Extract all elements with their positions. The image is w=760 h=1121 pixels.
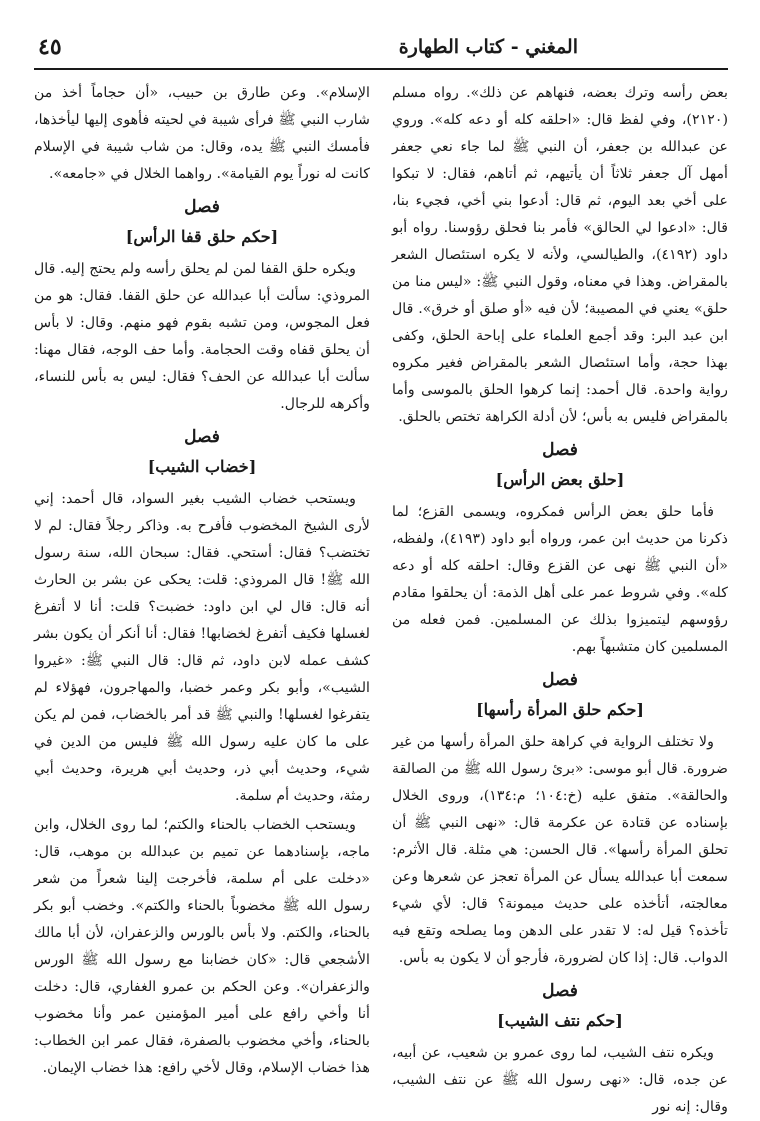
section-subtitle: [خضاب الشيب] [147,457,257,476]
paragraph: الإسلام». وعن طارق بن حبيب، «أن حجاماً أخذ من شارب النبي ﷺ فرأى شيبة في لحيته فأهوى إليها ليأخذها، فأمسك النبي ﷺ يده، وقال: من شاب شيبة في الإسلام كانت له نوراً يوم القيامة». رواهما الخلال في «جامعه». [34,85,370,182]
section-subtitle: [حكم نتف الشيب] [497,1011,623,1030]
section-heading: فصل [542,440,578,460]
running-header [34,30,728,70]
section-subtitle: [حكم حلق قفا الرأس] [125,227,279,246]
left-column [34,80,370,1087]
section-heading: فصل [542,670,578,690]
paragraph: ويستحب الخضاب بالحناء والكتم؛ لما روى الخلال، وابن ماجه، بإسنادهما عن تميم بن عبدالله بن موهب، قال: «دخلت على أم سلمة، فأخرجت إلينا شعراً من شعر رسول الله ﷺ مخضوباً بالحناء والكتم». وخضب أبو بكر بالحناء، والكتم. ولا بأس بالورس والزعفران، لأن أبا مالك الأشجعي قال: «كان خضابنا مع رسول الله ﷺ الورس والزعفران». وعن الحكم بن عمرو الغفاري، قال: دخلت أنا وأخي رافع على أمير المؤمنين عمر وأنا مخضوب بالحناء، وأخي مخضوب بالصفرة، فقال عمر ابن الخطاب: هذا خضاب الإسلام، وقال لأخي رافع: هذا خضاب الإيمان. [34,817,370,1076]
section-heading: فصل [184,427,220,447]
paragraph: ويكره حلق القفا لمن لم يحلق رأسه ولم يحتج إليه. قال المروذي: سألت أبا عبدالله عن حلق القفا. فقال: هو من فعل المجوس، ومن تشبه بقوم فهو منهم. وقال: لا بأس أن يحلق قفاه وقت الحجامة. وأما حف الوجه، فقال مهنا: سألت أبا عبدالله عن الحف؟ فقال: ليس به بأس للنساء، وأكرهه للرجال. [34,261,370,412]
section-heading: فصل [184,197,220,217]
paragraph: فأما حلق بعض الرأس فمكروه، ويسمى القزع؛ لما ذكرنا من حديث ابن عمر، ورواه أبو داود (٤١٩٣)، ولفظه، «أن النبي ﷺ نهى عن القزع وقال: احلقه كله أو دعه كله». وفي شروط عمر على أهل الذمة: أن يحلقوا مقادم رؤوسهم ليتميزوا بذلك عن المسلمين. فمن فعله من المسلمين كان متشبهاً بهم. [392,504,728,655]
running-title: المغني - كتاب الطهارة [398,36,578,58]
section-subtitle: [حلق بعض الرأس] [495,470,625,489]
paragraph: ويكره نتف الشيب، لما روى عمرو بن شعيب، عن أبيه، عن جده، قال: «نهى رسول الله ﷺ عن نتف الشيب، وقال: إنه نور [392,1045,728,1115]
section-subtitle: [حكم حلق المرأة رأسها] [476,700,644,719]
section-heading: فصل [542,981,578,1001]
paragraph: بعض رأسه وترك بعضه، فنهاهم عن ذلك». رواه مسلم (٢١٢٠)، وفي لفظ قال: «احلقه كله أو دعه كله». وروي عن عبدالله بن جعفر، أن النبي ﷺ لما جاء نعي جعفر أمهل آل جعفر ثلاثاً أن يأتيهم، ثم أتاهم، فقال: لا تبكوا على أخي بعد اليوم، ثم قال: أدعوا بني أخي، فجيء بنا، قال: «ادعوا لي الحالق» فأمر بنا فحلق رؤوسنا. رواه أبو داود (٤١٩٢)، والطيالسي، ولأنه لا يكره استئصال الشعر بالمقراض. وهذا في معناه، وقول النبي ﷺ: «ليس منا من حلق» يعني في المصيبة؛ لأن فيه «أو صلق أو خرق». قال ابن عبد البر: وقد أجمع العلماء على إباحة الحلق، وكفى بهذا حجة، وأما استئصال الشعر بالمقراض فغير مكروه رواية واحدة. قال أحمد: إنما كرهوا الحلق بالموسى وأما بالمقراض فليس به بأس؛ لأن أدلة الكراهة تختص بالحلق. [392,85,728,425]
paragraph: ولا تختلف الرواية في كراهة حلق المرأة رأسها من غير ضرورة. قال أبو موسى: «برئ رسول الله ﷺ من الصالقة والحالقة». متفق عليه (خ:١٠٤؛ م:١٣٤)، وروى الخلال بإسناده عن قتادة عن عكرمة قال: «نهى النبي ﷺ أن تحلق المرأة رأسها». قال الحسن: هي مثلة. قال الأثرم: سمعت أبا عبدالله يسأل عن المرأة تعجز عن شعرها وعن معالجته، أتأخذه على حديث ميمونة؟ قال: لأي شيء تأخذه؟ قيل له: لا تقدر على الدهن وما يصلحه وتقع فيه الدواب. قال: إذا كان لضرورة، فأرجو أن لا يكون به بأس. [392,734,728,966]
paragraph: ويستحب خضاب الشيب بغير السواد، قال أحمد: إني لأرى الشيخ المخضوب فأفرح به. وذاكر رجلاً فقال: لم لا تختضب؟ فقال: أستحي. فقال: سبحان الله، سنة رسول الله ﷺ! قال المروذي: قلت: يحكى عن بشر بن الحارث أنه قال: قال لي ابن داود: خضبت؟ قلت: أنا لا أتفرغ لغسلها فكيف أتفرغ لخضابها! فقال: أنا أنكر أن يكون بشر كشف عمله لابن داود، ثم قال: قال النبي ﷺ: «غيروا الشيب»، وأبو بكر وعمر خضبا، والمهاجرون، فهؤلاء لم يتفرغوا لغسلها! والنبي ﷺ قد أمر بالخضاب، فمن لم يكن على ما كان عليه رسول الله ﷺ فليس من الدين في شيء، وحديث أبي ذر، وحديث أبي هريرة، وحديث أبي رمثة، وحديث أم سلمة. [34,491,370,804]
two-column-body [34,80,728,1115]
page-number: ٤٥ [38,34,62,60]
right-column [392,80,728,1115]
